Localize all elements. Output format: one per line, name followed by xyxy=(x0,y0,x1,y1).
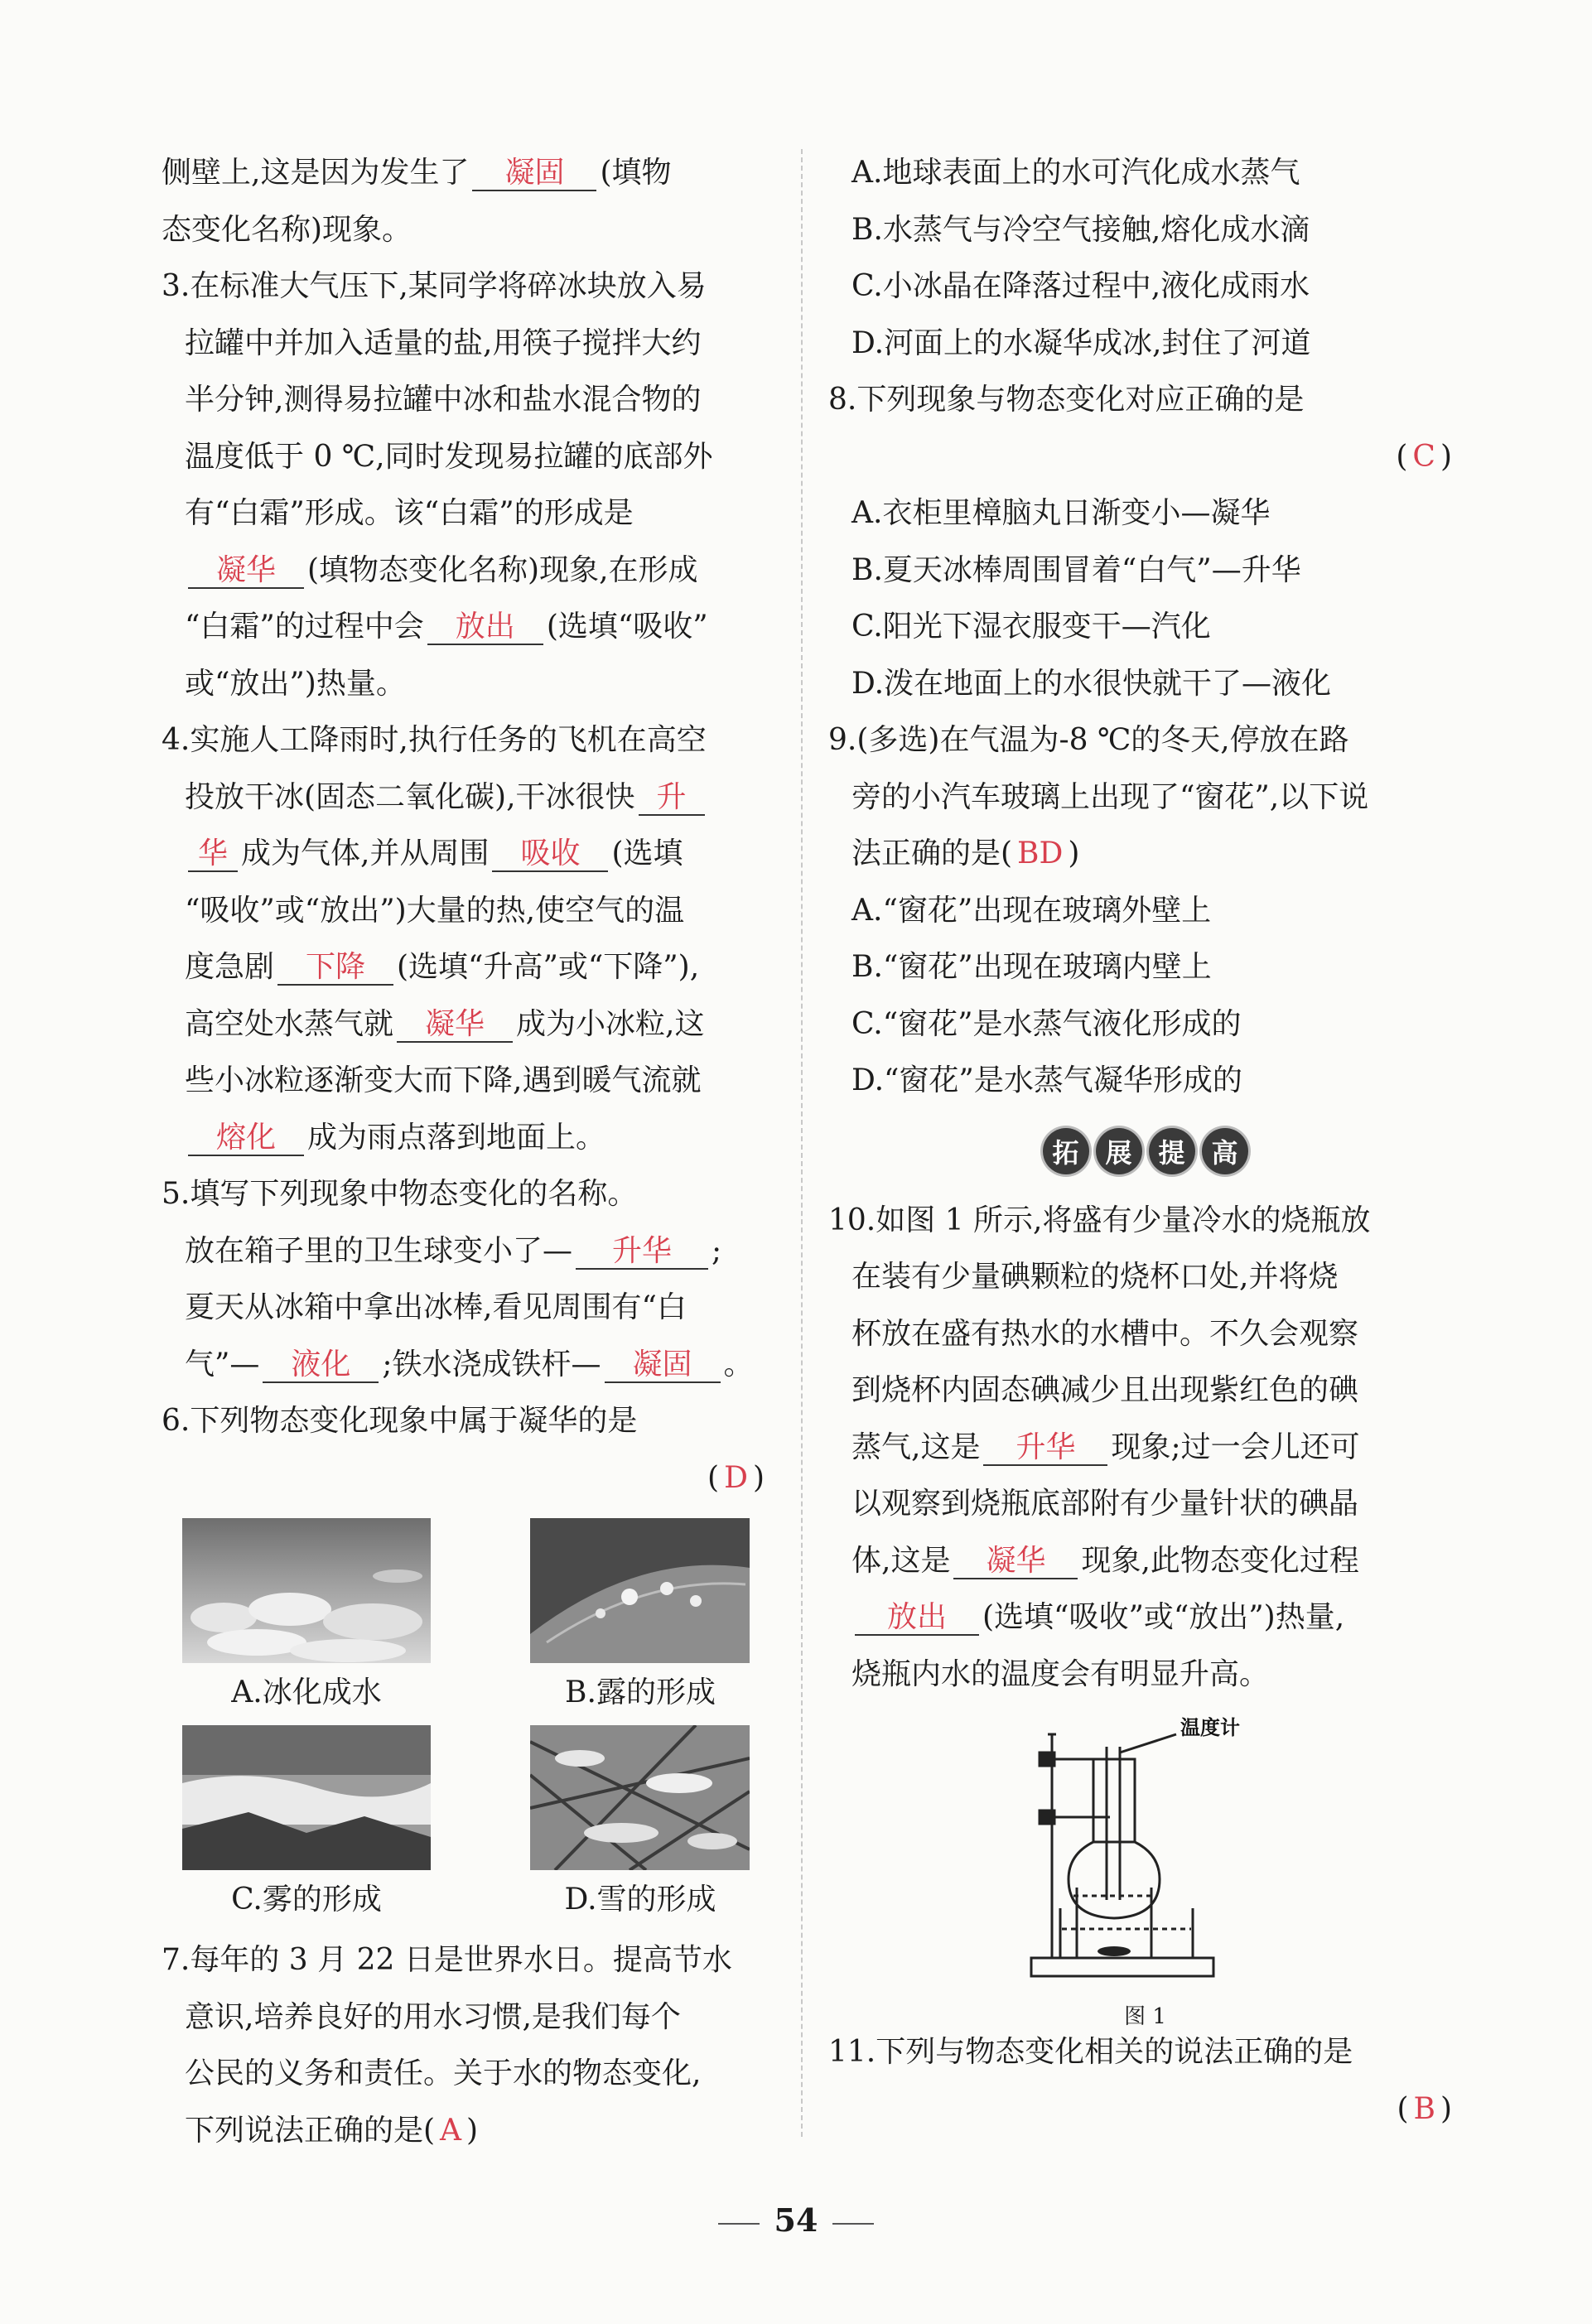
q7-line1: 7.每年的 3 月 22 日是世界水日。提高节水 xyxy=(162,1943,732,1977)
q3-answer-1: 凝华 xyxy=(188,554,304,589)
q6-line1: 6.下列物态变化现象中属于凝华的是 xyxy=(162,1404,638,1438)
q8-option-b: B.夏天冰棒周围冒着“白气”—升华 xyxy=(851,552,1301,587)
q7-option-a: A.地球表面上的水可汽化成水蒸气 xyxy=(851,156,1300,190)
q4-answer-5: 熔化 xyxy=(188,1121,304,1156)
q4-line1: 4.实施人工降雨时,执行任务的飞机在高空 xyxy=(162,723,707,757)
iodine-particles xyxy=(1098,1946,1131,1956)
q8-option-a: A.衣柜里樟脑丸日渐变小—凝华 xyxy=(851,496,1271,530)
q4-line5: 度急剧 下降 (选填“升高”或“下降”), xyxy=(185,950,700,984)
q7-option-c: C.小冰晶在降落过程中,液化成雨水 xyxy=(851,269,1310,303)
q4-line7: 些小冰粒逐渐变大而下降,遇到暖气流就 xyxy=(185,1063,702,1097)
q10-line3: 杯放在盛有热水的水槽中。不久会观察 xyxy=(851,1316,1359,1351)
q5-answer-2: 液化 xyxy=(263,1348,379,1383)
left-column xyxy=(162,145,774,2159)
q7-option-d: D.河面上的水凝华成冰,封住了河道 xyxy=(851,325,1311,360)
q4-answer-3: 下降 xyxy=(277,951,393,986)
column-divider xyxy=(801,149,803,2137)
q4-line3: 华 成为气体,并从周围 吸收 (选填 xyxy=(162,826,774,883)
q6-caption-d: D.雪的形成 xyxy=(564,1883,716,1917)
q5-line1: 5.填写下列现象中物态变化的名称。 xyxy=(162,1177,638,1211)
q10-line9: 烧瓶内水的温度会有明显升高。 xyxy=(851,1656,1270,1691)
page-number: 54 xyxy=(0,2201,1592,2239)
q5-answer-3: 凝固 xyxy=(605,1348,721,1383)
q10-answer-1: 升华 xyxy=(983,1431,1107,1466)
q11-answer-paren: ( B ) xyxy=(1397,2091,1452,2126)
q4-line8: 熔化 成为雨点落到地面上。 xyxy=(162,1110,774,1167)
q4-answer-4: 凝华 xyxy=(397,1008,513,1043)
q10-line7: 体,这是 凝华 现象,此物态变化过程 xyxy=(851,1543,1359,1578)
q3-line5: 有“白霜”形成。该“白霜”的形成是 xyxy=(185,496,634,530)
q2-answer: 凝固 xyxy=(472,157,596,191)
q8-answer-paren: ( C ) xyxy=(1396,439,1452,474)
q11-line1: 11.下列与物态变化相关的说法正确的是 xyxy=(828,2035,1353,2069)
q6-caption-b: B.露的形成 xyxy=(565,1675,716,1709)
q9-line1: 9.(多选)在气温为-8 ℃的冬天,停放在路 xyxy=(828,723,1349,757)
q8-option-c: C.阳光下湿衣服变干—汽化 xyxy=(851,610,1211,644)
q4-answer-1b: 华 xyxy=(188,837,238,872)
q4-answer-2: 吸收 xyxy=(492,837,608,872)
q3-line2: 拉罐中并加入适量的盐,用筷子搅拌大约 xyxy=(185,325,702,360)
q8-option-d: D.泼在地面上的水很快就干了—液化 xyxy=(851,666,1332,701)
q2-line1: 侧壁上,这是因为发生了 凝固 (填物 xyxy=(162,156,672,190)
q3-line1: 3.在标准大气压下,某同学将碎冰块放入易 xyxy=(162,269,707,303)
q9-option-d: D.“窗花”是水蒸气凝华形成的 xyxy=(851,1063,1242,1097)
apparatus-diagram xyxy=(828,1709,1462,1991)
q7-line4: 下列说法正确的是( A ) xyxy=(185,2113,479,2148)
q5-line4: 气”— 液化 ;铁水浇成铁杆— 凝固 。 xyxy=(185,1347,754,1381)
section-badge-2: 展 xyxy=(1096,1128,1142,1174)
q9-option-b: B.“窗花”出现在玻璃内壁上 xyxy=(851,950,1212,984)
thermometer-label: 温度计 xyxy=(1180,1716,1240,1739)
q3-answer-2: 放出 xyxy=(427,610,543,645)
section-badge-4: 高 xyxy=(1202,1128,1248,1174)
section-badge-3: 提 xyxy=(1149,1128,1195,1174)
q9-line3: 法正确的是( BD ) xyxy=(851,837,1080,870)
q7-line3: 公民的义务和责任。关于水的物态变化, xyxy=(185,2056,702,2090)
q5-line2: 放在箱子里的卫生球变小了— 升华 ; xyxy=(185,1233,722,1268)
q6-caption-c: C.雾的形成 xyxy=(231,1883,382,1917)
photo-snow xyxy=(530,1725,750,1870)
q8-answer: C xyxy=(1412,439,1435,474)
q11-answer: B xyxy=(1413,2091,1435,2126)
photo-ice-melting xyxy=(182,1518,431,1663)
right-column xyxy=(828,145,1462,2138)
q10-line5: 蒸气,这是 升华 现象;过一会儿还可 xyxy=(851,1430,1360,1464)
q8-line1: 8.下列现象与物态变化对应正确的是 xyxy=(828,383,1305,417)
q10-line4: 到烧杯内固态碘减少且出现紫红色的碘 xyxy=(851,1373,1359,1407)
q10-line8: 放出 (选填“吸收”或“放出”)热量, xyxy=(828,1589,1462,1647)
section-heading-extension xyxy=(828,1110,1462,1193)
q4-answer-1a: 升 xyxy=(639,781,705,816)
q9-line2: 旁的小汽车玻璃上出现了“窗花”,以下说 xyxy=(851,779,1369,814)
q6-answer: D xyxy=(724,1460,748,1495)
q10-line2: 在装有少量碘颗粒的烧杯口处,并将烧 xyxy=(851,1260,1339,1294)
q3-line7: “白霜”的过程中会 放出 (选填“吸收” xyxy=(185,610,708,644)
q4-line6: 高空处水蒸气就 凝华 成为小冰粒,这 xyxy=(185,1006,705,1041)
q4-line2: 投放干冰(固态二氧化碳),干冰很快 升 xyxy=(162,769,774,827)
q7-option-b: B.水蒸气与冷空气接触,熔化成水滴 xyxy=(851,212,1310,247)
figure-caption: 图 1 xyxy=(1124,2004,1166,2029)
q6-caption-a: A.冰化成水 xyxy=(231,1675,382,1709)
q4-line4: “吸收”或“放出”)大量的热,使空气的温 xyxy=(185,893,685,928)
q10-answer-3: 放出 xyxy=(855,1601,979,1636)
q6-image-grid xyxy=(162,1518,774,1932)
q6-answer-paren: ( D ) xyxy=(707,1460,765,1495)
q2-line2: 态变化名称)现象。 xyxy=(162,212,412,247)
q3-line6: 凝华 (填物态变化名称)现象,在形成 xyxy=(162,542,774,600)
q9-option-a: A.“窗花”出现在玻璃外壁上 xyxy=(851,893,1212,928)
figure-1-apparatus xyxy=(828,1709,1462,2029)
q3-line4: 温度低于 0 ℃,同时发现易拉罐的底部外 xyxy=(185,439,713,474)
q7-line2: 意识,培养良好的用水习惯,是我们每个 xyxy=(185,1999,681,2034)
section-badge-1: 拓 xyxy=(1043,1128,1089,1174)
q10-line6: 以观察到烧瓶底部附有少量针状的碘晶 xyxy=(851,1487,1359,1521)
photo-fog xyxy=(182,1725,431,1870)
q3-line3: 半分钟,测得易拉罐中冰和盐水混合物的 xyxy=(185,383,702,417)
q10-line1: 10.如图 1 所示,将盛有少量冷水的烧瓶放 xyxy=(828,1203,1371,1237)
q5-answer-1: 升华 xyxy=(576,1235,708,1270)
q3-line8: 或“放出”)热量。 xyxy=(185,666,406,701)
q7-answer: A xyxy=(440,2113,462,2148)
q5-line3: 夏天从冰箱中拿出冰棒,看见周围有“白 xyxy=(185,1290,687,1324)
q9-option-c: C.“窗花”是水蒸气液化形成的 xyxy=(851,1006,1242,1041)
photo-dew xyxy=(530,1518,750,1663)
q9-answer: BD xyxy=(1017,837,1064,870)
q10-answer-2: 凝华 xyxy=(953,1545,1078,1579)
